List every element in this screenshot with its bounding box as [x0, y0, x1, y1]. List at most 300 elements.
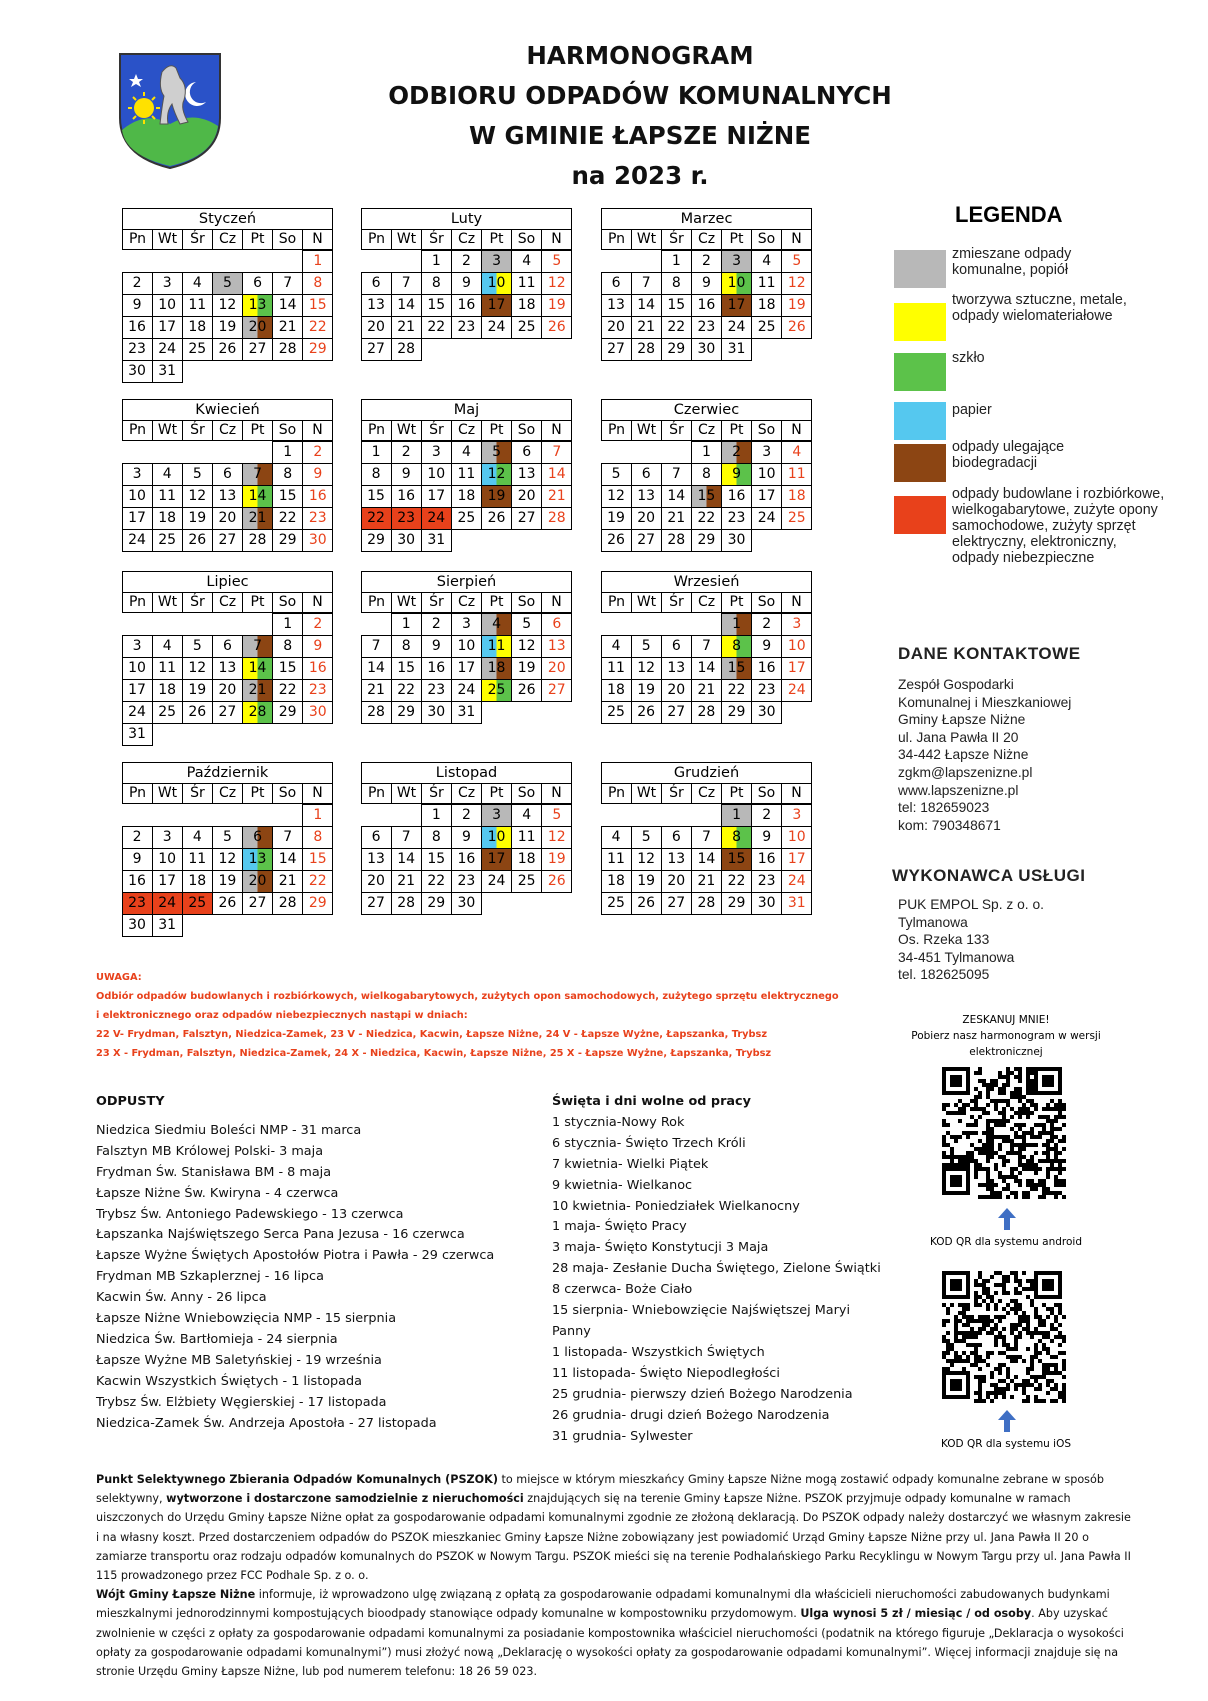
day-cell: 3: [481, 804, 512, 827]
day-cell: 4: [751, 250, 782, 273]
weekday-label: Wt: [153, 593, 183, 612]
day-cell: 12: [511, 635, 542, 658]
day-cell: 8: [691, 463, 722, 486]
day-cell: 20: [661, 870, 692, 893]
day-cell: 27: [631, 529, 662, 552]
weekday-label: N: [542, 593, 572, 612]
day-cell: 15: [721, 848, 752, 871]
day-cell: 19: [541, 848, 572, 871]
day-cell: 8: [302, 826, 333, 849]
day-cell: 17: [152, 316, 183, 339]
weekday-label: Pt: [482, 230, 512, 249]
month-name: Grudzień: [601, 762, 812, 784]
day-cell: 25: [751, 316, 782, 339]
day-cell: 12: [541, 272, 572, 295]
day-cell: 21: [272, 316, 303, 339]
day-cell: 24: [152, 338, 183, 361]
day-cell: 8: [361, 463, 392, 486]
day-cell: 25: [481, 679, 512, 702]
day-cell: 25: [182, 338, 213, 361]
holidays-list: [552, 1092, 892, 1447]
day-cell: 11: [511, 826, 542, 849]
day-cell: 17: [781, 657, 812, 680]
weekday-label: Śr: [422, 230, 452, 249]
day-cell: 21: [272, 870, 303, 893]
day-cell: 26: [511, 679, 542, 702]
day-cell: 28: [541, 507, 572, 530]
day-cell: 17: [481, 294, 512, 317]
contact-website[interactable]: www.lapszenizne.pl: [898, 782, 1019, 798]
day-cell: 30: [302, 529, 333, 552]
day-cell: 18: [751, 294, 782, 317]
day-cell: 2: [302, 613, 333, 636]
weekday-label: N: [542, 784, 572, 803]
day-cell: 7: [242, 635, 273, 658]
day-cell: 18: [601, 870, 632, 893]
day-cell: 26: [541, 316, 572, 339]
day-cell: 2: [691, 250, 722, 273]
month-name: Październik: [122, 762, 333, 784]
day-cell: 20: [511, 485, 542, 508]
month-name: Styczeń: [122, 208, 333, 230]
contact-info: [898, 676, 1071, 834]
holidays-title: Święta i dni wolne od pracy: [552, 1094, 751, 1109]
day-cell: 24: [721, 316, 752, 339]
day-cell: 4: [152, 635, 183, 658]
day-cell: 31: [152, 360, 183, 383]
day-cell: 1: [421, 250, 452, 273]
month-name: Marzec: [601, 208, 812, 230]
day-cell: 19: [212, 316, 243, 339]
day-cell: 31: [152, 914, 183, 937]
day-cell: 1: [302, 250, 333, 273]
weekday-label: So: [752, 421, 782, 440]
day-cell: 24: [451, 679, 482, 702]
empty-cell: [152, 250, 182, 272]
weekday-label: So: [273, 593, 303, 612]
qr-android-caption: KOD QR dla systemu android: [929, 1236, 1083, 1248]
empty-cell: [243, 613, 273, 635]
empty-cell: [182, 613, 212, 635]
pszok-text: znajdujących się na terenie Gminy Łapsze Niżne. PSZOK przyjmuje odpady komunalne w ramach uiszczonych do Urzędu Gminy Łapsze Niżne opłat za gospodarowanie odpadami komunalnymi zgodnie ze złożoną deklaracją. Do PSZOK odpady należy dostarczyć we własnym zakresie i na własny koszt. Przed dostarczeniem odpadów do PSZOK mieszkaniec Gminy Łapsze Niżne zobowiązany jest powiadomić Urząd Gminy Łapsze Niżne przy ul. Jana Pawła II 20 o zamiarze transportu oraz rodzaju odpadów komunalnych do PSZOK w Nowym Targu. PSZOK mieści się na terenie Podhalańskiego Parku Recyklingu w Nowym Targu przy ul. Jana Pawła II 115 prowadzonego przez FCC Podhale Sp. z o. o.: [96, 1492, 1131, 1583]
day-cell: 12: [541, 826, 572, 849]
empty-cell: [631, 613, 661, 635]
day-cell: 12: [631, 848, 662, 871]
day-cell: 30: [721, 529, 752, 552]
day-cell: 8: [421, 826, 452, 849]
day-cell: 7: [361, 635, 392, 658]
legend-label: zmieszane odpady komunalne, popiół: [952, 246, 1072, 278]
weekday-label: N: [782, 784, 812, 803]
page-title: [330, 36, 950, 196]
day-cell: 13: [541, 635, 572, 658]
legend-swatch: [894, 444, 946, 482]
day-cell: 6: [212, 463, 243, 486]
day-cell: 15: [421, 294, 452, 317]
day-cell: 2: [122, 272, 153, 295]
day-cell: 10: [781, 826, 812, 849]
empty-cell: [212, 804, 242, 826]
day-cell: 1: [272, 441, 303, 464]
day-cell: 28: [272, 338, 303, 361]
arrow-up-icon: [997, 1208, 1017, 1230]
day-cell: 19: [212, 870, 243, 893]
weekday-label: Wt: [153, 421, 183, 440]
month-name: Lipiec: [122, 571, 333, 593]
day-cell: 12: [631, 657, 662, 680]
day-cell: 28: [242, 529, 273, 552]
weekday-label: Pt: [243, 593, 273, 612]
day-cell: 8: [421, 272, 452, 295]
month-calendar: [601, 399, 812, 551]
day-cell: 9: [451, 826, 482, 849]
weekday-label: Śr: [662, 593, 692, 612]
day-cell: 7: [242, 463, 273, 486]
list-item: 7 kwietnia- Wielki Piątek: [552, 1156, 709, 1172]
day-cell: 3: [481, 250, 512, 273]
day-cell: 11: [511, 272, 542, 295]
weekday-label: Cz: [213, 784, 243, 803]
day-cell: 25: [182, 892, 213, 915]
day-cell: 23: [751, 870, 782, 893]
day-cell: 13: [631, 485, 662, 508]
notice-line: 22 V- Frydman, Falsztyn, Niedzica-Zamek, 23 V - Niedzica, Kacwin, Łapsze Niżne, 24 V - Łapsze Wyżne, Łapszanka, Trybsz: [96, 1029, 768, 1040]
day-cell: 16: [721, 485, 752, 508]
weekday-label: Pt: [722, 230, 752, 249]
weekday-label: Wt: [632, 421, 662, 440]
day-cell: 31: [451, 701, 482, 724]
weekday-label: Wt: [153, 230, 183, 249]
day-cell: 29: [721, 892, 752, 915]
month-calendar: [601, 571, 812, 723]
day-cell: 8: [721, 826, 752, 849]
day-cell: 20: [601, 316, 632, 339]
weekday-label: Pn: [602, 421, 632, 440]
day-cell: 5: [481, 441, 512, 464]
day-cell: 9: [122, 294, 153, 317]
day-cell: 15: [272, 657, 303, 680]
contact-line: Gminy Łapsze Niżne: [898, 712, 1026, 728]
pszok-text: informuje, iż wprowadzono ulgę związaną z opłatą za gospodarowanie odpadami komunalnymi dla właścicieli nieruchomości zabudowanych budynkami mieszkalnymi jednorodzinnymi kompostujących bioodpady stanowiące odpady komunalne w kompostowniku przydomowym.: [96, 1588, 1110, 1621]
weekday-label: Śr: [422, 593, 452, 612]
day-cell: 30: [391, 529, 422, 552]
day-cell: 30: [302, 701, 333, 724]
day-cell: 22: [721, 870, 752, 893]
empty-cell: [212, 250, 242, 272]
day-cell: 23: [391, 507, 422, 530]
day-cell: 15: [361, 485, 392, 508]
day-cell: 7: [661, 463, 692, 486]
day-cell: 9: [691, 272, 722, 295]
arrow-up-icon: [997, 1410, 1017, 1432]
weekday-label: Cz: [692, 593, 722, 612]
list-item: Łapszanka Najświętszego Serca Pana Jezusa - 16 czerwca: [96, 1227, 465, 1243]
day-cell: 24: [481, 316, 512, 339]
day-cell: 1: [661, 250, 692, 273]
day-cell: 3: [751, 441, 782, 464]
empty-cell: [661, 804, 691, 826]
weekday-label: So: [512, 593, 542, 612]
contact-line: kom: 790348671: [898, 817, 1001, 833]
day-cell: 26: [541, 870, 572, 893]
day-cell: 16: [302, 657, 333, 680]
day-cell: 22: [691, 507, 722, 530]
day-cell: 30: [751, 701, 782, 724]
month-name: Luty: [361, 208, 572, 230]
day-cell: 21: [242, 507, 273, 530]
weekday-label: Śr: [662, 421, 692, 440]
pszok-bold: Wójt Gminy Łapsze Niżne: [96, 1588, 256, 1602]
month-calendar: [361, 208, 572, 360]
day-cell: 22: [302, 870, 333, 893]
day-cell: 24: [481, 870, 512, 893]
day-cell: 27: [601, 338, 632, 361]
weekday-label: Cz: [692, 421, 722, 440]
qr-code-android[interactable]: [942, 1066, 1066, 1200]
day-cell: 15: [272, 485, 303, 508]
weekday-label: Pt: [482, 421, 512, 440]
day-cell: 19: [601, 507, 632, 530]
day-cell: 15: [691, 485, 722, 508]
day-cell: 31: [122, 723, 153, 746]
day-cell: 11: [152, 657, 183, 680]
day-cell: 5: [511, 613, 542, 636]
list-item: 9 kwietnia- Wielkanoc: [552, 1177, 693, 1193]
weekday-header: [361, 230, 572, 250]
weekday-label: N: [782, 421, 812, 440]
day-cell: 27: [541, 679, 572, 702]
list-item: 28 maja- Zesłanie Ducha Świętego, Zielone Świątki: [552, 1261, 881, 1277]
day-cell: 11: [152, 485, 183, 508]
day-cell: 26: [601, 529, 632, 552]
day-cell: 31: [721, 338, 752, 361]
weekday-label: N: [542, 230, 572, 249]
day-cell: 30: [751, 892, 782, 915]
weekday-label: Pt: [482, 784, 512, 803]
day-cell: 29: [661, 338, 692, 361]
day-cell: 4: [182, 826, 213, 849]
day-cell: 6: [361, 826, 392, 849]
day-cell: 23: [421, 679, 452, 702]
day-cell: 27: [661, 892, 692, 915]
empty-cell: [122, 613, 152, 635]
day-cell: 2: [391, 441, 422, 464]
list-item: Kacwin Św. Anny - 26 lipca: [96, 1290, 267, 1306]
legend-swatch: [894, 353, 946, 391]
weekday-label: Pn: [602, 230, 632, 249]
day-cell: 16: [421, 657, 452, 680]
day-cell: 18: [182, 870, 213, 893]
list-item: Łapsze Niżne Wniebowzięcia NMP - 15 sierpnia: [96, 1311, 397, 1327]
day-cell: 1: [721, 804, 752, 827]
month-calendar: [122, 208, 333, 382]
day-cell: 10: [421, 463, 452, 486]
day-cell: 29: [421, 892, 452, 915]
weekday-label: N: [303, 230, 333, 249]
day-cell: 19: [781, 294, 812, 317]
day-cell: 6: [541, 613, 572, 636]
list-item: 26 grudnia- drugi dzień Bożego Narodzenia: [552, 1407, 830, 1423]
day-cell: 10: [152, 294, 183, 317]
empty-cell: [631, 441, 661, 463]
day-cell: 13: [212, 657, 243, 680]
day-cell: 10: [721, 272, 752, 295]
contact-email[interactable]: zgkm@lapszenizne.pl: [898, 764, 1033, 780]
legend-title: LEGENDA: [955, 202, 1063, 227]
day-cell: 5: [541, 250, 572, 273]
list-item: Łapsze Wyżne MB Saletyńskiej - 19 września: [96, 1352, 382, 1368]
day-cell: 12: [212, 294, 243, 317]
day-cell: 28: [391, 892, 422, 915]
weekday-label: Pn: [362, 230, 392, 249]
empty-cell: [243, 441, 273, 463]
day-cell: 3: [451, 613, 482, 636]
qr-scan-caption: [906, 1012, 1106, 1060]
weekday-label: N: [782, 230, 812, 249]
day-cell: 11: [182, 848, 213, 871]
day-cell: 10: [481, 826, 512, 849]
list-item: Trybsz Św. Elżbiety Węgierskiej - 17 listopada: [96, 1394, 387, 1410]
day-cell: 20: [212, 507, 243, 530]
day-cell: 4: [451, 441, 482, 464]
day-cell: 17: [421, 485, 452, 508]
days-grid: [361, 441, 572, 551]
title-line: HARMONOGRAM: [526, 41, 754, 70]
day-cell: 14: [242, 657, 273, 680]
day-cell: 22: [721, 679, 752, 702]
day-cell: 25: [451, 507, 482, 530]
day-cell: 17: [481, 848, 512, 871]
day-cell: 11: [182, 294, 213, 317]
legend-swatch: [894, 250, 946, 288]
day-cell: 11: [781, 463, 812, 486]
day-cell: 5: [631, 826, 662, 849]
list-item: 8 czerwca- Boże Ciało: [552, 1282, 693, 1298]
day-cell: 15: [421, 848, 452, 871]
legend-label: szkło: [952, 350, 985, 366]
day-cell: 14: [691, 848, 722, 871]
weekday-header: [361, 593, 572, 613]
qr-code-ios[interactable]: [942, 1270, 1066, 1404]
day-cell: 22: [421, 316, 452, 339]
day-cell: 5: [182, 635, 213, 658]
day-cell: 6: [601, 272, 632, 295]
day-cell: 14: [631, 294, 662, 317]
weekday-header: [361, 784, 572, 804]
day-cell: 2: [721, 441, 752, 464]
day-cell: 17: [122, 507, 153, 530]
day-cell: 13: [361, 848, 392, 871]
day-cell: 15: [302, 848, 333, 871]
empty-cell: [601, 804, 631, 826]
day-cell: 29: [691, 529, 722, 552]
day-cell: 12: [781, 272, 812, 295]
day-cell: 13: [361, 294, 392, 317]
day-cell: 21: [391, 870, 422, 893]
day-cell: 19: [631, 870, 662, 893]
day-cell: 21: [691, 679, 722, 702]
day-cell: 1: [361, 441, 392, 464]
day-cell: 15: [391, 657, 422, 680]
month-calendar: [361, 399, 572, 551]
pszok-info: [96, 1470, 1136, 1681]
empty-cell: [182, 804, 212, 826]
legend-label: odpady budowlane i rozbiórkowe, wielkogabarytowe, zużyte opony samochodowe, zużyty sprzęt elektryczny, elektroniczny, odpady niebezpieczne: [952, 486, 1165, 566]
day-cell: 7: [691, 635, 722, 658]
weekday-label: Pn: [602, 593, 632, 612]
day-cell: 16: [751, 848, 782, 871]
day-cell: 18: [481, 657, 512, 680]
weekday-label: Wt: [632, 593, 662, 612]
weekday-label: Pn: [123, 784, 153, 803]
contact-line: tel: 182659023: [898, 800, 990, 816]
day-cell: 29: [721, 701, 752, 724]
day-cell: 6: [661, 826, 692, 849]
days-grid: [361, 804, 572, 914]
day-cell: 3: [152, 826, 183, 849]
weekday-label: Pt: [243, 421, 273, 440]
day-cell: 25: [601, 701, 632, 724]
weekday-label: Cz: [452, 784, 482, 803]
weekday-label: Wt: [392, 784, 422, 803]
month-name: Wrzesień: [601, 571, 812, 593]
day-cell: 3: [122, 635, 153, 658]
day-cell: 16: [751, 657, 782, 680]
day-cell: 22: [391, 679, 422, 702]
days-grid: [361, 613, 572, 723]
day-cell: 10: [122, 657, 153, 680]
days-grid: [122, 441, 333, 551]
weekday-label: Pn: [362, 784, 392, 803]
month-calendar: [122, 762, 333, 936]
day-cell: 26: [781, 316, 812, 339]
day-cell: 8: [272, 635, 303, 658]
pszok-bold: wytworzone i dostarczone samodzielnie z nieruchomości: [166, 1492, 524, 1506]
day-cell: 28: [691, 892, 722, 915]
day-cell: 18: [152, 507, 183, 530]
day-cell: 18: [601, 679, 632, 702]
contractor-line: PUK EMPOL Sp. z o. o.: [898, 897, 1044, 912]
weekday-label: Cz: [213, 230, 243, 249]
day-cell: 5: [601, 463, 632, 486]
day-cell: 2: [751, 613, 782, 636]
weekday-label: Wt: [632, 230, 662, 249]
day-cell: 25: [152, 529, 183, 552]
day-cell: 9: [751, 826, 782, 849]
weekday-header: [601, 230, 812, 250]
weekday-label: So: [273, 784, 303, 803]
list-item: 10 kwietnia- Poniedziałek Wielkanocny: [552, 1198, 800, 1214]
day-cell: 3: [781, 613, 812, 636]
weekday-label: Wt: [153, 784, 183, 803]
contact-line: 34-442 Łapsze Niżne: [898, 747, 1029, 763]
empty-cell: [361, 250, 391, 272]
day-cell: 18: [182, 316, 213, 339]
day-cell: 13: [242, 294, 273, 317]
notice-line: Odbiór odpadów budowlanych i rozbiórkowych, wielkogabarytowych, zużytych opon samochodowych, zużytego sprzętu elektrycznego: [96, 991, 839, 1002]
day-cell: 13: [601, 294, 632, 317]
day-cell: 19: [481, 485, 512, 508]
day-cell: 13: [511, 463, 542, 486]
weekday-label: So: [512, 421, 542, 440]
weekday-label: Wt: [392, 230, 422, 249]
day-cell: 14: [361, 657, 392, 680]
weekday-label: So: [752, 593, 782, 612]
weekday-label: N: [303, 593, 333, 612]
day-cell: 29: [391, 701, 422, 724]
day-cell: 6: [212, 635, 243, 658]
day-cell: 26: [212, 338, 243, 361]
